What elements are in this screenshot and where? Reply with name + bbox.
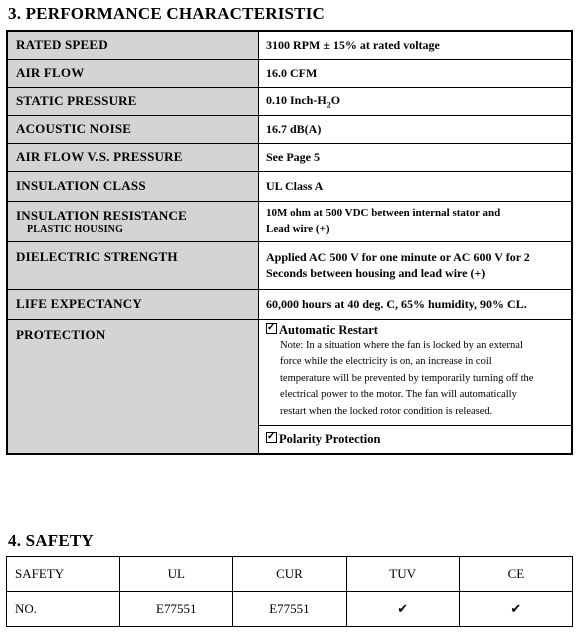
note-line: temperature will be prevented by temporarily turning off the — [280, 372, 534, 384]
ce-check-icon: ✔ — [459, 592, 572, 627]
ce-header: CE — [459, 557, 572, 592]
polarity-protection-block — [259, 425, 571, 453]
cur-header: CUR — [233, 557, 346, 592]
safety-header: SAFETY — [7, 557, 120, 592]
rated-speed-label: RATED SPEED — [7, 31, 259, 59]
static-pressure-unit-suffix: O — [330, 92, 341, 107]
table-row — [7, 143, 572, 171]
table-row — [7, 289, 572, 319]
air-flow-vs-pressure-label: AIR FLOW V.S. PRESSURE — [7, 143, 259, 171]
static-pressure-subscript: 2 — [326, 100, 331, 110]
table-row — [7, 115, 572, 143]
ul-number: E77551 — [120, 592, 233, 627]
checkbox-checked-icon — [266, 432, 277, 443]
acoustic-noise-label: ACOUSTIC NOISE — [7, 115, 259, 143]
insulation-class-label: INSULATION CLASS — [7, 171, 259, 201]
static-pressure-value — [259, 87, 573, 115]
protection-label: PROTECTION — [7, 319, 259, 454]
insulation-resistance-label — [7, 201, 259, 241]
auto-restart-heading — [266, 323, 571, 338]
insulation-resistance-title: INSULATION RESISTANCE — [16, 207, 187, 223]
dielectric-strength-line-2: Seconds between housing and lead wire (+) — [266, 266, 486, 280]
table-row — [7, 31, 572, 59]
note-line: force while the electricity is on, an increase in coil — [280, 356, 492, 367]
table-row — [7, 241, 572, 289]
life-expectancy-value: 60,000 hours at 40 deg. C, 65% humidity, 90% CL. — [259, 289, 573, 319]
ul-header: UL — [120, 557, 233, 592]
plastic-housing-sublabel: PLASTIC HOUSING — [27, 223, 124, 235]
dielectric-strength-value — [259, 241, 573, 289]
rated-speed-value: 3100 RPM ± 15% at rated voltage — [259, 31, 573, 59]
cur-number: E77551 — [233, 592, 346, 627]
table-row — [7, 201, 572, 241]
table-row — [7, 171, 572, 201]
tuv-header: TUV — [346, 557, 459, 592]
no-label: NO. — [7, 592, 120, 627]
table-row — [7, 87, 572, 115]
table-row — [7, 592, 573, 627]
checkbox-checked-icon — [266, 323, 277, 334]
table-row — [7, 319, 572, 454]
static-pressure-number: 0.10 Inch-H — [266, 92, 327, 107]
table-header-row — [7, 557, 573, 592]
safety-table — [6, 556, 573, 627]
safety-section-title: 4. SAFETY — [8, 531, 94, 550]
dielectric-strength-line-1: Applied AC 500 V for one minute or AC 600 V for 2 — [266, 250, 530, 264]
acoustic-noise-value: 16.7 dB(A) — [259, 115, 573, 143]
polarity-protection-label: Polarity Protection — [279, 432, 381, 446]
note-line: restart when the locked rotor condition is released. — [280, 405, 493, 417]
note-line: Note: In a situation where the fan is locked by an external — [280, 339, 523, 351]
protection-note — [266, 338, 571, 421]
insulation-resistance-line-1: 10M ohm at 500 VDC between internal stator and — [266, 207, 501, 219]
insulation-class-value: UL Class A — [259, 171, 573, 201]
table-row — [7, 59, 572, 87]
auto-restart-block — [266, 323, 571, 426]
static-pressure-label: STATIC PRESSURE — [7, 87, 259, 115]
insulation-resistance-line-2: Lead wire (+) — [266, 223, 330, 235]
air-flow-label: AIR FLOW — [7, 59, 259, 87]
protection-value — [259, 319, 573, 454]
air-flow-value: 16.0 CFM — [259, 59, 573, 87]
dielectric-strength-label: DIELECTRIC STRENGTH — [7, 241, 259, 289]
performance-section-title: 3. PERFORMANCE CHARACTERISTIC — [8, 4, 326, 23]
auto-restart-label: Automatic Restart — [279, 322, 378, 337]
insulation-resistance-value — [259, 201, 573, 241]
performance-table — [6, 30, 573, 455]
tuv-check-icon: ✔ — [346, 592, 459, 627]
air-flow-vs-pressure-value: See Page 5 — [259, 143, 573, 171]
note-line: electrical power to the motor. The fan will automatically — [280, 389, 517, 400]
life-expectancy-label: LIFE EXPECTANCY — [7, 289, 259, 319]
